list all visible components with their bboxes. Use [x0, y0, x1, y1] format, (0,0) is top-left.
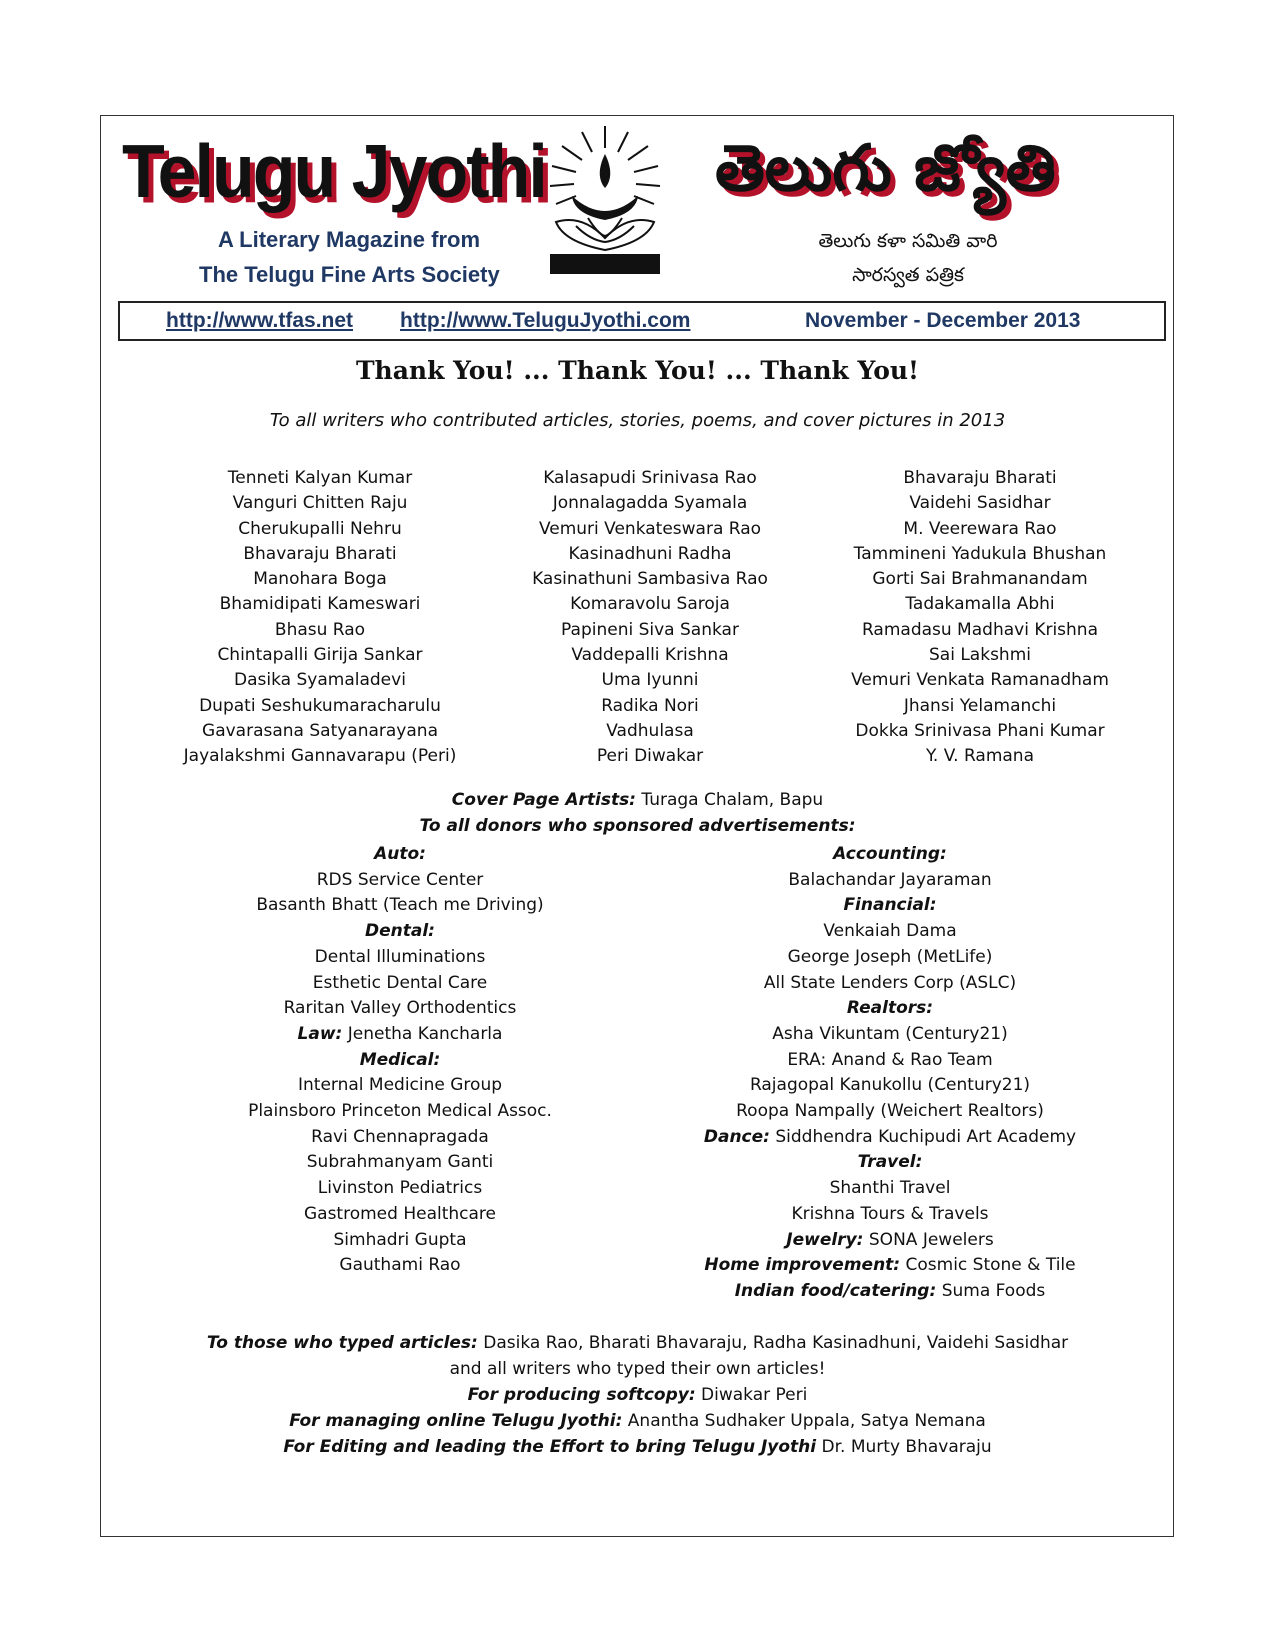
category-dental: Dental: [365, 921, 435, 942]
cover-artists-value: Turaga Chalam, Bapu [641, 790, 824, 810]
writer-name: Bhasu Rao [274, 619, 366, 640]
writer-name: Jonnalagadda Syamala [552, 493, 748, 514]
sponsor-name: Gauthami Rao [339, 1255, 461, 1276]
writer-name: Dokka Srinivasa Phani Kumar [855, 720, 1105, 741]
sponsor-name: George Joseph (MetLife) [787, 946, 993, 967]
sponsor-name: Rajagopal Kanukollu (Century21) [749, 1075, 1031, 1096]
law-line [210, 1022, 590, 1048]
editing-label: For Editing and leading the Effort to bring Telugu Jyothi [283, 1437, 817, 1457]
category-home-improvement: Home improvement: [704, 1255, 901, 1276]
writer-name: Bhavaraju Bharati [903, 468, 1057, 488]
category-auto: Auto: [374, 844, 426, 864]
writer-name: Peri Diwakar [596, 746, 704, 767]
softcopy-label: For producing softcopy: [467, 1385, 696, 1405]
writer-name: Dupati Seshukumaracharulu [199, 695, 441, 716]
writer-name: Kasinadhuni Radha [568, 543, 732, 564]
writer-name: M. Veerewara Rao [903, 518, 1057, 539]
writer-name: Papineni Siva Sankar [561, 619, 739, 640]
home-line [660, 1253, 1120, 1279]
writer-name: Tenneti Kalyan Kumar [227, 468, 413, 488]
sponsor-name: Internal Medicine Group [297, 1075, 503, 1096]
writer-name: Ramadasu Madhavi Krishna [861, 619, 1099, 640]
online-line [0, 1411, 1275, 1431]
writer-name: Gorti Sai Brahmanandam [872, 569, 1088, 590]
writers-column-3 [815, 466, 1145, 770]
sponsor-name: Siddhendra Kuchipudi Art Academy [775, 1126, 1077, 1147]
writer-name: Vanguri Chitten Raju [232, 493, 408, 514]
masthead-title-english: Telugu Jyothi [122, 129, 546, 214]
writers-column-2 [490, 466, 810, 770]
sponsor-name: Asha Vikuntam (Century21) [772, 1023, 1008, 1044]
category-realtors: Realtors: [846, 998, 934, 1019]
typed-articles-line [0, 1333, 1275, 1353]
subtitle-english-line1: A Literary Magazine from [218, 227, 481, 252]
writer-name: Dasika Syamaladevi [234, 670, 406, 691]
writer-name: Vaddepalli Krishna [571, 645, 729, 666]
writer-name: Jayalakshmi Gannavarapu (Peri) [183, 746, 457, 767]
writer-name: Manohara Boga [253, 569, 387, 590]
sponsor-name: Simhadri Gupta [333, 1229, 467, 1250]
tfas-link[interactable]: http://www.tfas.net [166, 309, 354, 332]
writer-name: Gavarasana Satyanarayana [202, 720, 438, 741]
online-value: Anantha Sudhaker Uppala, Satya Nemana [627, 1411, 986, 1431]
sponsor-name: Cosmic Stone & Tile [905, 1255, 1076, 1276]
cover-artists-label: Cover Page Artists: [451, 790, 636, 810]
sponsor-name: ERA: Anand & Rao Team [787, 1049, 993, 1070]
softcopy-value: Diwakar Peri [701, 1385, 808, 1405]
food-line [660, 1279, 1120, 1305]
writers-subtitle: To all writers who contributed articles, stories, poems, and cover pictures in 2013 [269, 410, 1006, 431]
writer-name: Chintapalli Girija Sankar [217, 645, 423, 666]
subtitle-english-line2: The Telugu Fine Arts Society [199, 262, 500, 287]
writer-name: Cherukupalli Nehru [238, 518, 402, 539]
sponsor-name: Dental Illuminations [314, 946, 486, 967]
sponsor-name: Venkaiah Dama [823, 921, 957, 942]
issue-date: November - December 2013 [805, 309, 1081, 332]
writer-name: Komaravolu Saroja [570, 594, 730, 615]
subtitle-telugu-line1: తెలుగు కళా సమితి వారి [818, 230, 998, 252]
typed-articles-value: Dasika Rao, Bharati Bhavaraju, Radha Kasinadhuni, Vaidehi Sasidhar [483, 1333, 1069, 1353]
sponsor-name: Basanth Bhatt (Teach me Driving) [256, 895, 544, 916]
sponsor-name: SONA Jewelers [868, 1229, 994, 1250]
subtitle-telugu-line2: సారస్వత పత్రిక [852, 264, 964, 286]
writer-name: Kalasapudi Srinivasa Rao [543, 468, 757, 488]
category-jewelry: Jewelry: [786, 1229, 864, 1250]
sponsor-name: Plainsboro Princeton Medical Assoc. [248, 1101, 552, 1122]
writers-column-1 [160, 466, 480, 770]
sponsor-name: Gastromed Healthcare [303, 1203, 496, 1224]
writer-name: Vadhulasa [606, 720, 694, 741]
writer-name: Bhavaraju Bharati [243, 543, 397, 564]
cover-artists-line [0, 790, 1275, 810]
sponsor-name: Balachandar Jayaraman [788, 869, 992, 890]
sponsor-name: Roopa Nampally (Weichert Realtors) [736, 1101, 1044, 1122]
thank-you-heading: Thank You! ... Thank You! ... Thank You! [355, 356, 920, 385]
typed-articles-line2: and all writers who typed their own articles! [449, 1359, 826, 1379]
writer-name: Uma Iyunni [601, 670, 699, 691]
sponsor-name: Subrahmanyam Ganti [306, 1152, 494, 1173]
sponsors-left-column [210, 842, 590, 1279]
sponsor-name: Krishna Tours & Travels [791, 1203, 989, 1224]
writer-name: Kasinathuni Sambasiva Rao [532, 569, 768, 590]
lamp-logo-icon [542, 118, 668, 280]
sponsor-name: Raritan Valley Orthodentics [283, 998, 517, 1019]
editing-value: Dr. Murty Bhavaraju [821, 1437, 992, 1457]
writer-name: Vemuri Venkata Ramanadham [851, 670, 1109, 691]
sponsor-name: Esthetic Dental Care [312, 972, 488, 993]
sponsor-name: Suma Foods [941, 1280, 1046, 1301]
editing-line [0, 1437, 1275, 1457]
category-travel: Travel: [857, 1152, 923, 1173]
writer-name: Vaidehi Sasidhar [909, 493, 1051, 514]
sponsor-name: Ravi Chennapragada [311, 1126, 489, 1147]
dance-line [660, 1125, 1120, 1151]
writer-name: Jhansi Yelamanchi [903, 695, 1057, 716]
masthead-title-telugu: తెలుగు జ్యోతి [715, 132, 1056, 206]
category-financial: Financial: [843, 895, 937, 916]
writer-name: Tadakamalla Abhi [905, 594, 1055, 615]
sponsors-right-column [660, 842, 1120, 1305]
writer-name: Y. V. Ramana [925, 746, 1035, 767]
softcopy-line [0, 1385, 1275, 1405]
telugujyothi-link[interactable]: http://www.TeluguJyothi.com [400, 309, 691, 332]
category-law: Law: [297, 1023, 343, 1044]
writer-name: Tammineni Yadukula Bhushan [853, 543, 1107, 564]
category-indian-food: Indian food/catering: [734, 1280, 937, 1301]
donors-heading: To all donors who sponsored advertisements: [419, 816, 856, 836]
writer-name: Bhamidipati Kameswari [219, 594, 421, 615]
jewelry-line [660, 1228, 1120, 1254]
sponsor-name: RDS Service Center [316, 869, 484, 890]
sponsor-name: Livinston Pediatrics [317, 1178, 483, 1199]
writer-name: Radika Nori [601, 695, 699, 716]
category-accounting: Accounting: [833, 844, 947, 864]
sponsor-name: All State Lenders Corp (ASLC) [763, 972, 1017, 993]
typed-articles-label: To those who typed articles: [206, 1333, 478, 1353]
category-medical: Medical: [359, 1049, 441, 1070]
writer-name: Sai Lakshmi [929, 645, 1031, 666]
writer-name: Vemuri Venkateswara Rao [538, 518, 762, 539]
category-dance: Dance: [703, 1126, 770, 1147]
sponsor-name: Shanthi Travel [829, 1178, 951, 1199]
online-label: For managing online Telugu Jyothi: [289, 1411, 623, 1431]
sponsor-name: Jenetha Kancharla [347, 1023, 503, 1044]
